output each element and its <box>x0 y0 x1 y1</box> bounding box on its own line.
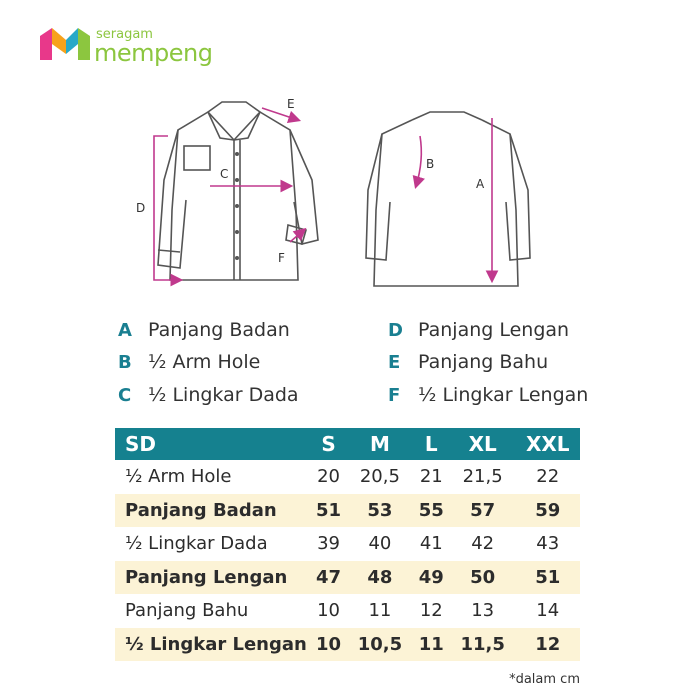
logo-text-big: mempeng <box>94 39 213 67</box>
legend-item <box>388 319 569 341</box>
logo-text-small: seragam <box>96 27 153 42</box>
table-cell: 20 <box>317 466 340 488</box>
back-measure-arrows <box>416 118 492 280</box>
table-cell: 50 <box>450 561 516 595</box>
legend-text: ½ Lingkar Lengan <box>418 384 589 406</box>
table-cell: 20,5 <box>359 466 400 488</box>
diagram-label-b: B <box>426 157 435 171</box>
row-label: ½ Arm Hole <box>125 466 232 488</box>
table-cell: 47 <box>310 561 347 595</box>
legend-letter: E <box>388 352 401 373</box>
column-header: L <box>413 428 450 460</box>
table-cell: 49 <box>413 561 450 595</box>
table-cell: 21,5 <box>462 466 503 488</box>
back-shirt <box>366 112 530 286</box>
legend-text: Panjang Bahu <box>418 351 549 373</box>
table-header-row <box>115 428 580 460</box>
table-cell: 13 <box>471 600 495 622</box>
legend-item <box>388 351 548 373</box>
unit-note: *dalam cm <box>509 672 580 687</box>
table-cell: 42 <box>471 533 495 555</box>
table-row <box>115 527 580 561</box>
legend-item <box>118 351 260 373</box>
table-cell: 22 <box>536 466 560 488</box>
table-cell: 11,5 <box>450 628 516 662</box>
table-cell: 10 <box>310 628 347 662</box>
legend-letter: C <box>118 385 132 406</box>
table-row <box>115 561 580 595</box>
table-cell: 39 <box>317 533 340 555</box>
legend-text: ½ Lingkar Dada <box>148 384 299 406</box>
table-cell: 11 <box>368 600 392 622</box>
diagram-label-e: E <box>287 97 295 111</box>
table-row <box>115 460 580 494</box>
table-cell: 21 <box>419 466 443 488</box>
column-header: XL <box>450 428 516 460</box>
table-cell: 57 <box>450 494 516 528</box>
legend-text: Panjang Badan <box>148 319 290 341</box>
table-cell: 48 <box>347 561 413 595</box>
logo-mark-icon <box>38 24 92 64</box>
legend-item <box>118 319 290 341</box>
table-cell: 14 <box>536 600 560 622</box>
table-row <box>115 494 580 528</box>
legend-text: ½ Arm Hole <box>148 351 261 373</box>
table-cell: 43 <box>536 533 560 555</box>
legend-letter: B <box>118 352 132 373</box>
legend-item <box>118 384 299 406</box>
table-row <box>115 628 580 662</box>
row-label: ½ Lingkar Lengan <box>115 628 310 662</box>
back-letter-labels <box>426 157 485 191</box>
table-cell: 10 <box>317 600 340 622</box>
front-buttons <box>235 152 239 260</box>
table-row <box>115 594 580 628</box>
legend-letter: F <box>388 385 401 406</box>
legend-letter: A <box>118 320 132 341</box>
table-cell: 51 <box>310 494 347 528</box>
row-label: Panjang Lengan <box>115 561 310 595</box>
table-cell: 12 <box>516 628 581 662</box>
table-cell: 10,5 <box>347 628 413 662</box>
diagram-label-c: C <box>220 167 229 181</box>
row-label: Panjang Badan <box>115 494 310 528</box>
brand-logo <box>38 24 238 68</box>
table-cell: 53 <box>347 494 413 528</box>
row-label: Panjang Bahu <box>125 600 249 622</box>
column-header: XXL <box>516 428 581 460</box>
legend-text: Panjang Lengan <box>418 319 570 341</box>
diagram-label-d: D <box>136 201 146 215</box>
table-cell: 40 <box>368 533 392 555</box>
table-cell: 11 <box>413 628 450 662</box>
column-header: SD <box>115 428 310 460</box>
table-cell: 12 <box>419 600 443 622</box>
column-header: S <box>310 428 347 460</box>
shirt-measurement-diagram <box>120 90 600 300</box>
legend-item <box>388 384 588 406</box>
table-cell: 41 <box>419 533 443 555</box>
front-shirt <box>158 102 318 280</box>
size-chart-table <box>115 428 580 661</box>
table-cell: 59 <box>516 494 581 528</box>
table-cell: 51 <box>516 561 581 595</box>
diagram-label-a: A <box>476 177 485 191</box>
legend-letter: D <box>388 320 403 341</box>
table-cell: 55 <box>413 494 450 528</box>
diagram-label-f: F <box>278 251 285 265</box>
column-header: M <box>347 428 413 460</box>
row-label: ½ Lingkar Dada <box>125 533 268 555</box>
